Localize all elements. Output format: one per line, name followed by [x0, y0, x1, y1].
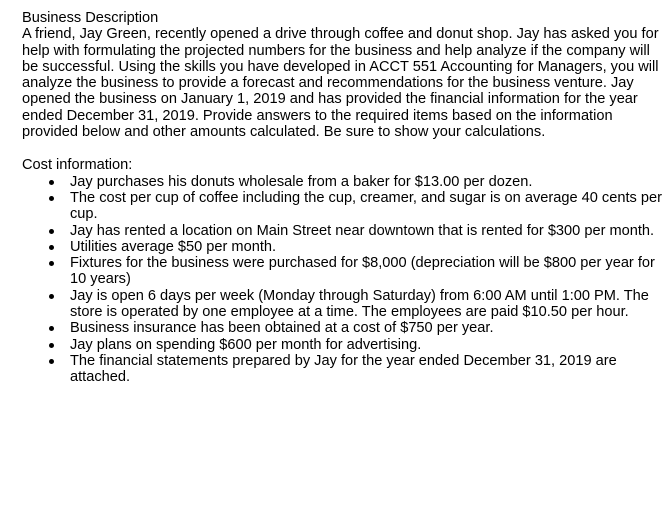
cost-item-text: Fixtures for the business were purchased for $8,000 (depreciation will be $800 per year for 10 years) — [70, 255, 655, 288]
bullet-icon — [49, 326, 54, 331]
cost-item — [22, 223, 662, 239]
cost-item — [22, 288, 662, 321]
document-body — [22, 10, 662, 386]
bullet-icon — [49, 245, 54, 250]
section-heading-business-description: Business Description — [22, 10, 159, 26]
bullet-icon — [49, 229, 54, 234]
cost-item — [22, 337, 662, 353]
bullet-icon — [49, 294, 54, 299]
cost-item-text: Business insurance has been obtained at a cost of $750 per year. — [70, 320, 494, 337]
bullet-icon — [49, 180, 54, 185]
cost-item-text: Jay has rented a location on Main Street near downtown that is rented for $300 per month. — [70, 222, 655, 239]
cost-item — [22, 239, 662, 255]
cost-item — [22, 255, 662, 288]
bullet-icon — [49, 359, 54, 364]
cost-item — [22, 190, 662, 223]
business-description-paragraph: A friend, Jay Green, recently opened a drive through coffee and donut shop. Jay has asked you for help with formulating the projected numbers for the business and help analyze if the company will be successful. Using the skills you have developed in ACCT 551 Accounting for Managers, you will analyze the business to provide a forecast and recommendations for the business venture. Jay opened the business on January 1, 2019 and has provided the financial information for the year ended December 31, 2019. Provide answers to the required items based on the information provided below and other amounts calculated. Be sure to show your calculations. — [22, 26, 659, 141]
bullet-icon — [49, 343, 54, 348]
cost-item-text: Jay is open 6 days per week (Monday through Saturday) from 6:00 AM until 1:00 PM. The store is operated by one employee at a time. The employees are paid $10.50 per hour. — [70, 287, 649, 321]
spacer — [22, 140, 662, 157]
cost-item-text: The financial statements prepared by Jay for the year ended December 31, 2019 are attached. — [70, 352, 617, 386]
bullet-icon — [49, 196, 54, 201]
cost-information-list — [22, 174, 662, 386]
cost-item-text: The cost per cup of coffee including the cup, creamer, and sugar is on average 40 cents per cup. — [70, 189, 662, 223]
cost-item — [22, 353, 662, 386]
bullet-icon — [49, 261, 54, 266]
cost-item-text: Jay plans on spending $600 per month for advertising. — [70, 336, 422, 353]
cost-item-text: Utilities average $50 per month. — [70, 238, 277, 255]
section-heading-cost-information: Cost information: — [22, 157, 133, 174]
cost-item-text: Jay purchases his donuts wholesale from a baker for $13.00 per dozen. — [70, 173, 533, 190]
cost-item — [22, 320, 662, 336]
cost-item — [22, 174, 662, 190]
